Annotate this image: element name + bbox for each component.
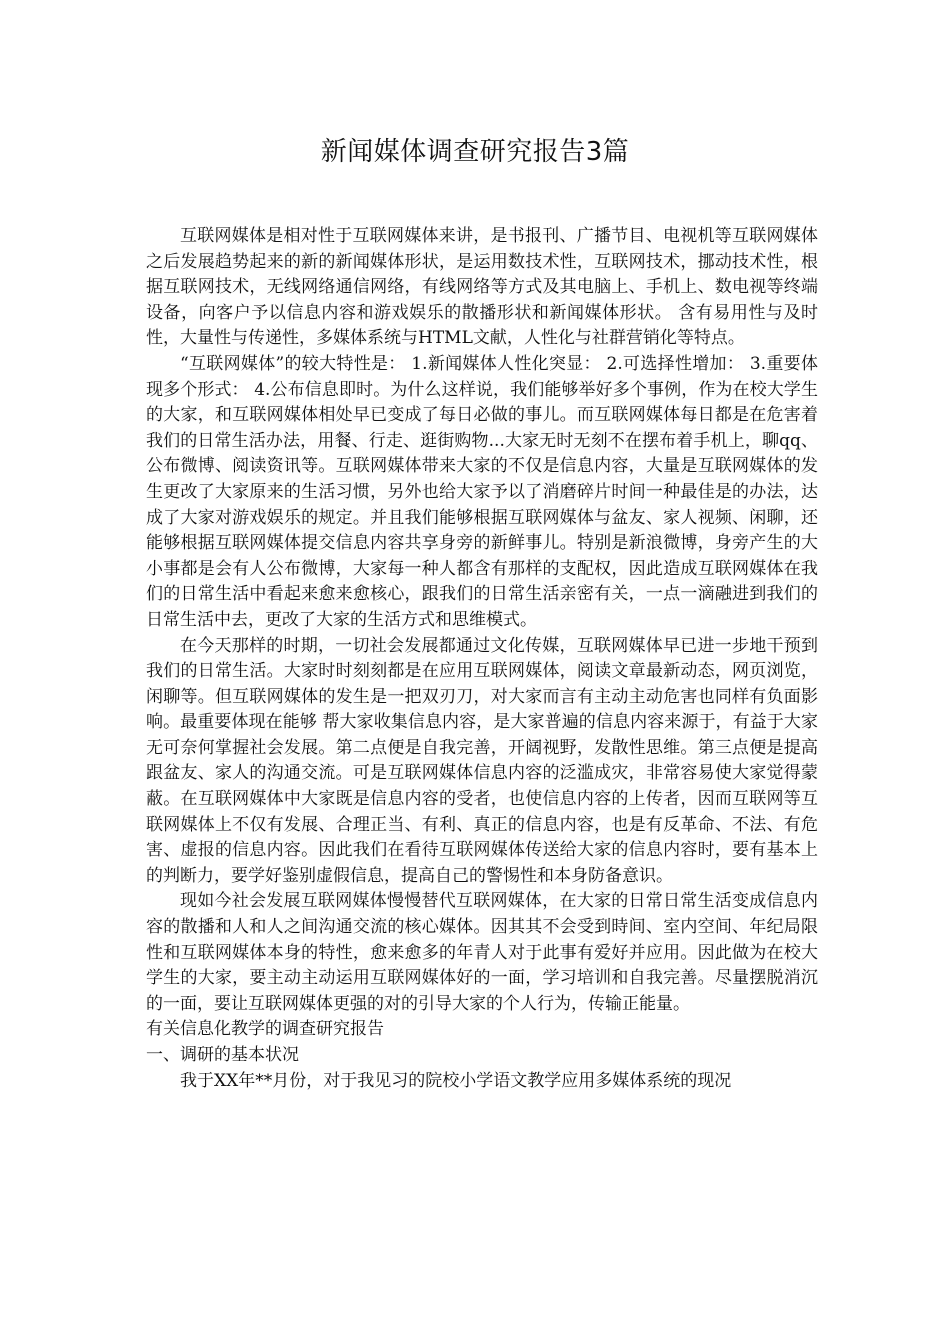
- paragraph-survey-start: 我于XX年**月份，对于我见习的院校小学语文教学应用多媒体系统的现况: [180, 1070, 732, 1091]
- paragraph-impact: 在今天那样的时期，一切社会发展都通过文化传媒，互联网媒体早已进一步地干预到我们的日常生活。大家时时刻刻都是在应用互联网媒体，阅读文章最新动态，网页浏览，闲聊等。但互联网媒体的发生是一把双刃刀，对大家而言有主动主动危害也同样有负面影响。最重要体现在能够 帮大家收集信息内容，是大家普遍的信息内容来源于，有益于大家无可奈何掌握社会发展。第二点便是自我完善，开阔视野，发散性思维。第三点便是提高跟盆友、家人的沟通交流。可是互联网媒体信息内容的泛滥成灾，非常容易使大家觉得蒙蔽。在互联网媒体中大家既是信息内容的受者，也使信息内容的上传者，因而互联网等互联网媒体上不仅有发展、合理正当、有利、真正的信息内容，也是有反革命、不法、有危害、虚报的信息内容。因此我们在看待互联网媒体传送给大家的信息内容时，要有基本上的判断力，要学好鉴别虚假信息，提高自己的警惕性和本身防备意识。: [146, 635, 818, 886]
- paragraph-intro: 互联网媒体是相对性于互联网媒体来讲，是书报刊、广播节目、电视机等互联网媒体之后发展趋势起来的新的新闻媒体形状，是运用数技术性，互联网技术，挪动技术性，根据互联网技术，无线网络通信网络，有线网络等方式及其电脑上、手机上、数电视等终端设备，向客户予以信息内容和游戏娱乐的散播形状和新闻媒体形状。 含有易用性与及时性，大量性与传递性，多媒体系统与HTML文献，人性化与社群营销化等特点。: [146, 226, 818, 349]
- subsection-heading: 一、调研的基本状况: [146, 1045, 299, 1065]
- document-title: 新闻媒体调查研究报告3篇: [320, 137, 630, 167]
- paragraph-features: “互联网媒体”的较大特性是： 1.新闻媒体人性化突显： 2.可选择性增加： 3.重要体现多个形式： 4.公布信息即时。为什么这样说，我们能够举好多个事例，作为在校大学生的大家，和互联网媒体相处早已变成了每日必做的事儿。而互联网媒体每日都是在危害着我们的日常生活办法，用餐、行走、逛街购物...大家无时无刻不在摆布着手机上，聊qq、公布微博、阅读资讯等。互联网媒体带来大家的不仅是信息内容，大量是互联网媒体的发生更改了大家原来的生活习惯，另外也给大家予以了消磨碎片时间一种最佳是的办法，达成了大家对游戏娱乐的规定。并且我们能够根据互联网媒体与盆友、家人视频、闲聊，还能够根据互联网媒体提交信息内容共享身旁的新鲜事儿。特别是新浪微博，身旁产生的大小事都是会有人公布微博，大家每一种人都含有那样的支配权，因此造成互联网媒体在我们的日常生活中看起来愈来愈核心，跟我们的日常生活亲密有关，一点一滴融进到我们的日常生活中去，更改了大家的生活方式和思维模式。: [146, 353, 818, 630]
- document-body: [146, 224, 818, 1094]
- paragraph-conclusion: 现如今社会发展互联网媒体慢慢替代互联网媒体，在大家的日常日常生活变成信息内容的散播和人和人之间沟通交流的核心媒体。因其其不会受到時间、室内空间、年纪局限性和互联网媒体本身的特性，愈来愈多的年青人对于此事有爱好并应用。因此做为在校大学生的大家，要主动主动运用互联网媒体好的一面，学习培训和自我完善。尽量摆脱消沉的一面，要让互联网媒体更强的对的引导大家的个人行为，传输正能量。: [146, 891, 818, 1014]
- section-heading: 有关信息化教学的调查研究报告: [146, 1019, 384, 1040]
